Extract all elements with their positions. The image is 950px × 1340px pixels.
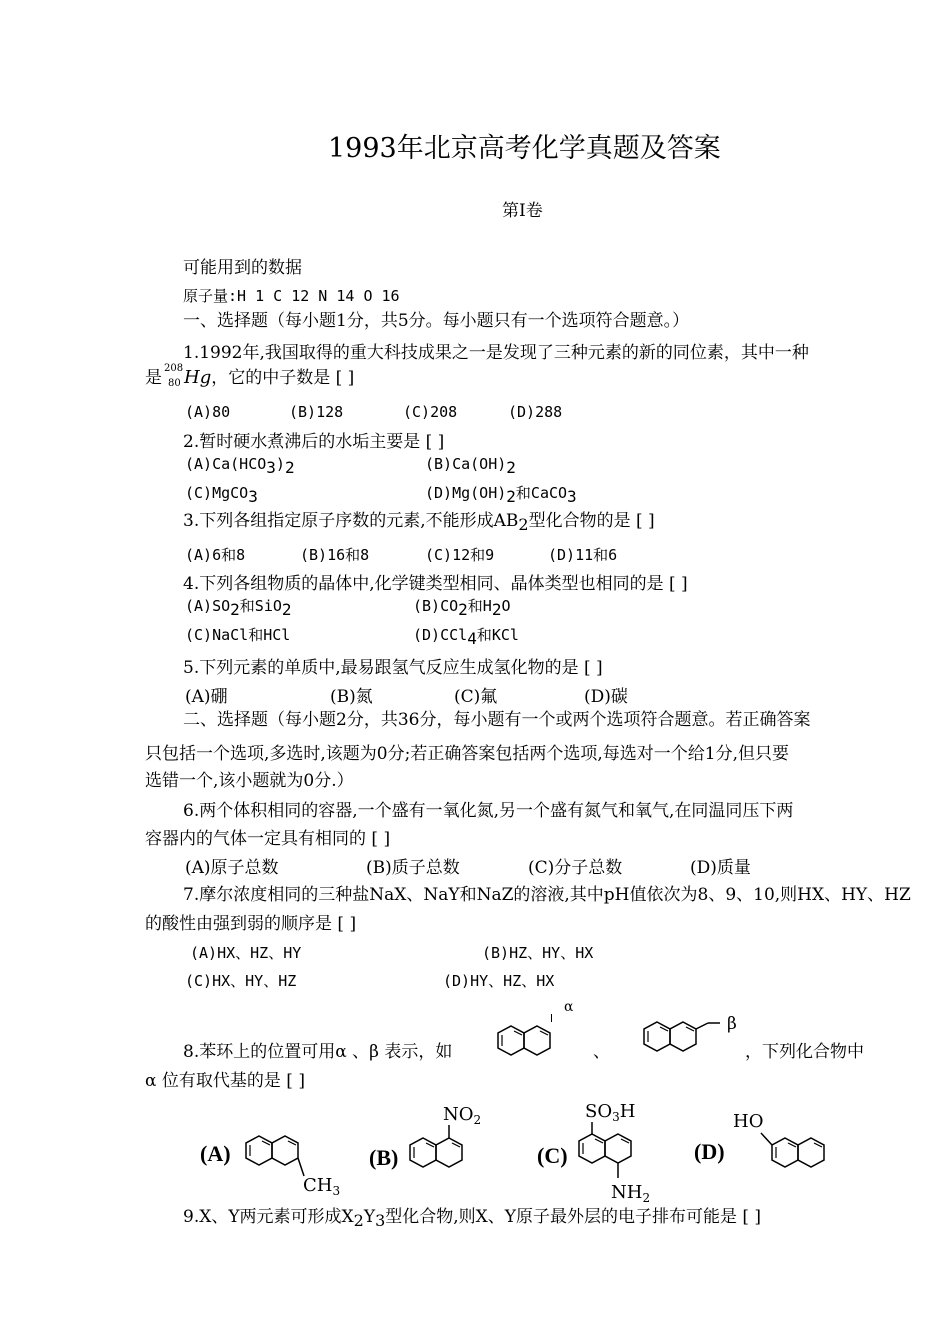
- atomic-mass-line: 原子量:H 1 C 12 N 14 O 16: [183, 287, 400, 305]
- q6-option-c: (C)分子总数: [528, 858, 623, 878]
- q5-stem: 5.下列元素的单质中,最易跟氢气反应生成氢化物的是 [ ]: [183, 658, 603, 678]
- q2-option-b: (B)Ca(OH)2: [425, 455, 516, 477]
- q1-option-b: (B)128: [289, 403, 344, 421]
- q1-option-c: (C)208: [403, 403, 458, 421]
- q8-separator: 、: [593, 1042, 610, 1062]
- q7-option-d: (D)HY、HZ、HX: [443, 972, 555, 990]
- q6-stem-line2: 容器内的气体一定具有相同的 [ ]: [145, 829, 391, 849]
- q2-option-a: (A)Ca(HCO3)2: [185, 455, 295, 477]
- data-heading: 可能用到的数据: [183, 258, 302, 278]
- q9-stem: 9.X、Y两元素可形成X2Y3型化合物,则X、Y原子最外层的电子排布可能是 [ ]: [183, 1207, 762, 1230]
- q7-stem-line2: 的酸性由强到弱的顺序是 [ ]: [145, 914, 357, 934]
- q8-option-d-substituent: HO: [733, 1111, 764, 1132]
- q8-option-a-substituent: $CH_3$: [303, 1175, 341, 1198]
- alpha-label: α: [564, 999, 574, 1015]
- q6-option-b: (B)质子总数: [366, 858, 460, 878]
- part1-heading: 一、选择题（每小题1分，共5分。每小题只有一个选项符合题意。）: [183, 311, 690, 331]
- q7-option-a: (A)HX、HZ、HY: [190, 944, 302, 962]
- naphthalene-beta-example: [642, 1016, 726, 1060]
- q8-stem-line2: α 位有取代基的是 [ ]: [145, 1071, 305, 1091]
- q3-stem: 3.下列各组指定原子序数的元素,不能形成AB2型化合物的是 [ ]: [183, 511, 655, 534]
- section-heading: 第Ⅰ卷: [502, 201, 543, 221]
- q8-option-c-substituent-top: $SO_3H$: [585, 1101, 636, 1124]
- q1-stem: 1.1992年,我国取得的重大科技成果之一是发现了三种元素的新的同位素，其中一种: [183, 343, 809, 363]
- q8-option-c-label: (C): [537, 1143, 568, 1168]
- q5-option-c: (C)氟: [454, 687, 498, 707]
- part2-heading: 二、选择题（每小题2分，共36分，每小题有一个或两个选项符合题意。若正确答案: [183, 710, 811, 730]
- q8-option-d-label: (D): [694, 1139, 725, 1164]
- q8-option-c-substituent-bottom: $NH_2$: [611, 1182, 651, 1205]
- q3-option-d: (D)11和6: [548, 546, 618, 564]
- q6-stem: 6.两个体积相同的容器,一个盛有一氧化氮,另一个盛有氮气和氧气,在同温同压下两: [183, 801, 794, 821]
- beta-label: β: [727, 1014, 737, 1034]
- q5-option-a: (A)硼: [185, 687, 228, 707]
- q2-stem: 2.暂时硬水煮沸后的水垢主要是 [ ]: [183, 432, 445, 452]
- isotope-symbol: Hg: [184, 367, 212, 388]
- alpha-bond: [551, 1014, 552, 1022]
- q1-option-a: (A)80: [185, 403, 231, 421]
- q8-option-d-structure: [755, 1125, 831, 1175]
- q7-option-b: (B)HZ、HY、HX: [482, 944, 594, 962]
- q3-option-a: (A)6和8: [185, 546, 246, 564]
- q8-stem-end: ，下列化合物中: [745, 1042, 864, 1062]
- q8-stem: 8.苯环上的位置可用α 、β 表示，如: [183, 1042, 453, 1062]
- q3-option-b: (B)16和8: [300, 546, 370, 564]
- q8-option-b-substituent: $NO_2$: [443, 1104, 482, 1127]
- q5-option-d: (D)碳: [584, 687, 628, 707]
- q8-option-a-label: (A): [200, 1141, 231, 1166]
- isotope-mass-number: 208: [164, 362, 184, 374]
- naphthalene-alpha-example: [496, 1018, 580, 1062]
- q4-option-a: (A)SO2和SiO2: [185, 597, 292, 619]
- q2-option-c: (C)MgCO3: [185, 484, 258, 506]
- q8-option-b-structure: [408, 1125, 472, 1175]
- part2-line2: 只包括一个选项,多选时,该题为0分;若正确答案包括两个选项,每选对一个给1分,但只要: [145, 744, 789, 764]
- q7-option-c: (C)HX、HY、HZ: [185, 972, 297, 990]
- q2-option-d: (D)Mg(OH)2和CaCO3: [425, 484, 577, 506]
- isotope-atomic-number: 80: [168, 377, 181, 389]
- q8-option-b-label: (B): [369, 1145, 399, 1170]
- q4-option-d: (D)CCl4和KCl: [413, 626, 519, 648]
- part2-line3: 选错一个,该小题就为0分.）: [145, 771, 354, 791]
- q1-option-d: (D)288: [508, 403, 563, 421]
- q4-option-c: (C)NaCl和HCl: [185, 626, 291, 644]
- q3-option-c: (C)12和9: [425, 546, 495, 564]
- q5-option-b: (B)氮: [330, 687, 373, 707]
- page-title: 1993年北京高考化学真题及答案: [328, 133, 721, 164]
- q1-stem-line2: 是 208 80 Hg，它的中子数是 [ ]: [145, 362, 355, 389]
- q6-option-d: (D)质量: [690, 858, 751, 878]
- q7-stem: 7.摩尔浓度相同的三种盐NaX、NaY和NaZ的溶液,其中pH值依次为8、9、10,则HX、HY、HZ: [183, 885, 911, 905]
- q4-stem: 4.下列各组物质的晶体中,化学键类型相同、晶体类型也相同的是 [ ]: [183, 574, 688, 594]
- q6-option-a: (A)原子总数: [185, 858, 279, 878]
- q8-option-c-structure: [577, 1122, 641, 1184]
- q4-option-b: (B)CO2和H2O: [413, 597, 511, 619]
